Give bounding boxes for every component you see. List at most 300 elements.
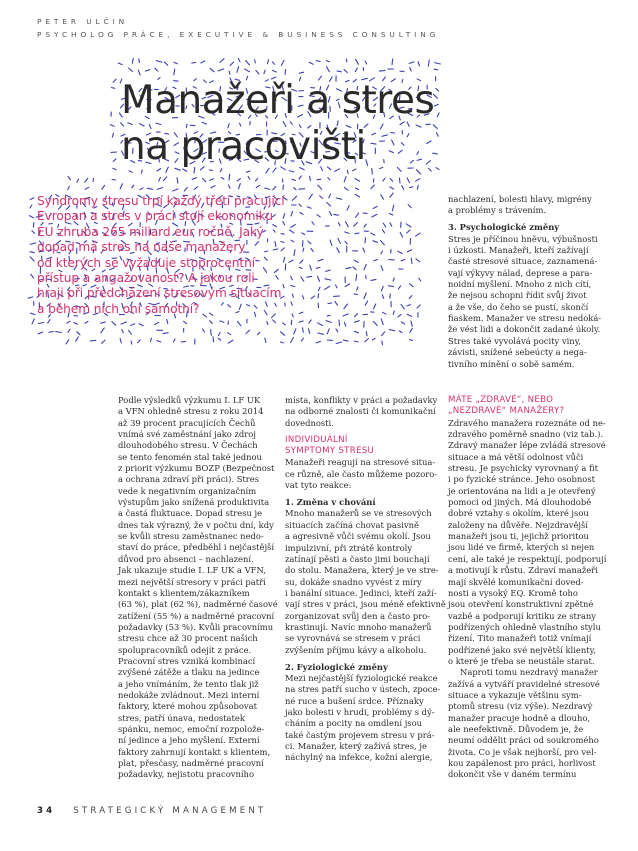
text-line: Pracovní stres vzniká kombinací [118,655,256,666]
text-line: INDIVIDUÁLNÍ [285,434,348,445]
pattern-dash [364,322,365,328]
pattern-dash [382,332,385,336]
pattern-dash [312,222,314,225]
pattern-dash [66,340,69,344]
pattern-dash [184,321,187,323]
pattern-dash [371,279,376,280]
lead-line: Evropan a stres v práci stojí ekonomiku [37,209,273,224]
text-line: Mezi nejčastější fyziologické reakce [285,672,438,683]
pattern-dash [437,133,439,137]
text-line: Manažeři reagují na stresové situa- [285,457,436,468]
pattern-dash [303,248,304,251]
pattern-dash [410,340,413,341]
pattern-dash [354,294,357,295]
pattern-dash [401,260,405,261]
pattern-dash [110,125,114,127]
pattern-dash [356,59,359,64]
text-line: nedokáže zvládnout. Mezi interní [118,689,260,700]
pattern-dash [122,330,124,333]
text-line: Jak ukazuje studie I. LF UK a VFN, [118,565,266,576]
text-line: mezi největší stresory v práci patří [118,576,266,587]
pattern-dash [372,338,375,340]
text-line: ptomů stresu (viz výše). Nezdravý [448,701,593,712]
pattern-dash [316,267,320,268]
pattern-dash [307,276,312,277]
section-name: STRATEGICKÝ MANAGEMENT [73,806,267,816]
pattern-dash [326,321,331,323]
pattern-dash [67,321,70,323]
lead-line: hraji při předcházení stresovým situacím [37,286,282,301]
pattern-dash [38,332,43,334]
text-line: vazbě a podporují kritiku ze strany [448,610,597,621]
pattern-dash [303,296,304,299]
text-line: požadavky (53 %). Kvůli pracovnímu [118,621,274,632]
pattern-dash [354,331,358,333]
pattern-dash [85,321,88,323]
text-line: plat, přesčasy, nadměrné pracovní [118,758,264,768]
text-line: cháním a pocity na omdlení jsou [285,718,423,729]
pattern-dash [390,179,392,182]
pattern-dash [383,223,385,227]
text-line: zvýšené zátěže a tlaku na jedince [118,667,260,678]
text-line: podřízených ohledně vlastního stylu [448,621,601,632]
pattern-dash [102,340,106,343]
pattern-dash [138,340,141,343]
pattern-dash [141,170,142,173]
pattern-dash [399,178,400,183]
pattern-dash [132,58,133,63]
pattern-dash [416,259,420,262]
pattern-dash [30,252,34,253]
text-line: náchylný na infekce, kožní alergie, [285,752,433,763]
pattern-dash [48,320,50,323]
text-line: „NEZDRAVÉ“ MANAŽERY? [448,406,565,417]
pattern-dash [291,302,292,305]
pattern-dash [371,185,375,189]
pattern-dash [347,206,349,211]
pattern-dash [192,62,196,63]
text-line: ce různě, ale často můžeme pozoro- [285,468,438,479]
text-line: zvýšením příjmu kávy a alkoholu. [285,644,427,655]
pattern-dash [334,214,339,215]
lead-line: od kterých se vyžaduje stoprocentní [37,255,255,270]
physiological-changes-text [285,672,441,764]
pattern-dash [335,301,338,305]
page-footer [37,806,266,816]
pattern-dash [184,188,187,192]
pattern-dash [410,68,412,72]
pattern-dash [318,294,319,298]
pattern-dash [138,70,140,75]
pattern-dash [246,171,250,172]
pattern-dash [211,186,215,188]
text-line: tivního mínění o sobě samém. [448,358,575,369]
pattern-dash [113,79,116,82]
pattern-dash [339,320,340,326]
pattern-dash [327,315,330,316]
pattern-dash [344,177,346,182]
pattern-dash [291,286,295,287]
text-line: dnes tak výrazný, že v počtu dní, kdy [118,519,274,530]
pattern-dash [294,188,297,190]
pattern-dash [102,186,105,190]
pattern-dash [267,60,268,64]
pattern-dash [416,179,420,182]
pattern-dash [337,71,341,72]
pattern-dash [343,340,348,341]
pattern-dash [213,337,214,342]
pattern-dash [291,211,292,216]
pattern-dash [194,187,198,190]
text-line: a motivují k růstu. Zdraví manažeři [448,565,598,576]
text-line: né ruce a bušení srdce. Příznaky [285,695,424,706]
pattern-dash [68,186,70,189]
text-line: vnímá své zaměstnání jako zdroj [118,429,256,440]
pattern-dash [129,68,133,72]
pattern-dash [32,231,35,234]
pattern-dash [374,260,377,261]
pattern-dash [326,61,329,62]
pattern-dash [210,68,214,71]
pattern-dash [273,62,275,64]
pattern-dash [245,69,250,72]
text-line: dokončit vše v daném termínu [448,769,577,780]
pattern-dash [265,188,270,189]
pattern-dash [289,171,294,172]
text-line: že nejsou schopni řídit svůj život [448,290,587,301]
pattern-dash [139,59,140,63]
behavior-change-text [285,508,446,655]
pattern-dash [379,70,385,71]
text-line: také častým projevem stresu v prá- [285,729,435,740]
text-line: založeny na důvěře. Nejzdravější [448,519,588,530]
pattern-dash [381,195,384,200]
pattern-dash [381,319,383,325]
pattern-dash [273,320,276,323]
pattern-dash [381,286,383,291]
text-line: z priorit výzkumu BOZP (Bezpečnost [118,463,275,474]
text-line: stresu chce až 30 procent našich [118,633,258,644]
text-line: nachlazení, bolesti hlavy, migrény [448,194,592,204]
pattern-dash [280,332,284,336]
text-line: spánku, nemoc, emoční rozpolože- [118,723,265,734]
pattern-dash [281,342,284,343]
text-line: Stres je příčinou hněvu, výbušnosti [448,233,598,244]
pattern-dash [330,212,332,216]
pattern-dash [32,319,34,324]
text-line: pomoci od jiných. Má dlouhodobě [448,497,592,508]
pattern-dash [356,213,359,218]
pattern-dash [258,332,260,335]
pattern-dash [283,185,284,190]
pattern-dash [30,257,34,261]
pattern-dash [30,313,35,314]
pattern-dash [281,60,284,65]
pattern-dash [383,178,385,181]
pattern-dash [90,340,95,341]
pattern-dash [436,168,439,170]
pattern-dash [300,213,303,215]
pattern-dash [346,268,351,269]
pattern-dash [336,329,338,332]
pattern-dash [355,194,360,197]
pattern-dash [338,238,340,243]
pattern-dash [330,240,332,245]
healthy-managers-text [448,417,607,781]
text-line: důvod pro absenci – nachlazení. [118,553,254,564]
pattern-dash [299,189,305,190]
pattern-dash [157,188,162,190]
pattern-dash [210,321,213,324]
pattern-dash [211,330,212,336]
pattern-dash [408,205,411,208]
pattern-dash [393,278,394,281]
pattern-dash [365,238,366,243]
pattern-dash [303,328,304,333]
pattern-dash [336,342,342,344]
text-line: i úzkosti. Manažeři, kteří zažívají [448,245,589,256]
pattern-dash [320,196,323,199]
text-line: časté stresové situace, zaznamená- [448,256,598,267]
text-line: staví do práce, předběhl i nejčastější [118,542,275,553]
pattern-dash [112,133,113,137]
article-column-2 [285,395,446,764]
text-line: Mnoho manažerů se ve stresových [285,508,432,519]
pattern-dash [417,305,420,308]
article-column-3-bottom [448,395,607,781]
pattern-dash [292,179,296,180]
pattern-dash [406,224,411,227]
pattern-dash [318,276,320,281]
pattern-dash [355,68,357,72]
pattern-dash [373,241,378,243]
text-line: a VFN ohledně stresu z roku 2014 [118,406,264,417]
pattern-dash [101,328,104,333]
pattern-dash [267,322,268,325]
text-line: mají skvělé komunikační doved- [448,576,584,587]
pattern-dash [402,186,404,190]
pattern-dash [344,323,345,327]
pattern-dash [238,322,241,326]
pattern-dash [401,304,404,309]
pattern-dash [265,338,266,342]
text-line: krastinují. Navíc mnoho manažerů [285,621,432,632]
pattern-dash [68,177,70,180]
pattern-dash [372,214,377,217]
text-line: spolupracovníků odejít z práce. [118,644,252,655]
pattern-dash [337,248,340,253]
text-line: místa, konflikty v práci a požadavky [285,395,438,405]
pattern-dash [294,329,296,334]
pattern-dash [318,333,324,334]
pattern-dash [299,321,303,322]
text-line: Stres také vyvolává pocity viny, [448,335,581,346]
text-line: Zdravého manažera rozeznáte od ne- [448,417,606,428]
pattern-dash [373,304,375,309]
pattern-dash [203,178,206,182]
pattern-dash [364,293,366,299]
pattern-dash [392,59,393,65]
pattern-dash [159,178,161,182]
section-heading-symptoms [285,435,437,458]
pattern-dash [407,178,409,183]
pattern-dash [129,330,132,334]
pattern-dash [155,68,158,71]
pattern-dash [390,223,392,226]
pattern-dash [309,62,313,64]
pattern-dash [434,69,438,70]
pattern-dash [355,321,360,323]
text-line: i banální situace. Jedinci, kteří zaží- [285,587,437,598]
lead-line: a během nich oni samotní? [37,301,200,316]
pattern-dash [355,188,358,190]
pattern-dash [371,233,375,235]
text-line: dobré vztahy s okolím, které jsou [448,508,589,519]
pattern-dash [292,314,293,317]
pattern-dash [248,177,250,180]
pattern-dash [113,159,116,162]
pattern-dash [310,176,311,180]
pattern-dash [355,179,360,182]
pattern-dash [237,67,239,73]
pattern-dash [77,332,80,335]
article-lead [37,194,285,317]
pattern-dash [410,284,414,287]
text-line: vat tyto reakce: [285,480,352,491]
text-line: i po fyzické stránce. Jeho osobnost [448,474,595,485]
text-line: fiaskem. Manažer ve stresu nedoká- [448,313,602,324]
article-title [121,78,434,170]
pattern-dash [316,61,320,62]
pattern-dash [201,61,205,63]
pattern-dash [131,341,132,344]
pattern-dash [364,265,366,270]
pattern-dash [354,260,358,262]
text-line: řízení. Tito manažeři totiž vnímají [448,633,592,644]
text-line: se kvůli stresu zaměstnanec nedo- [118,531,264,542]
pattern-dash [177,178,178,183]
pattern-dash [355,314,358,317]
text-line: Podle výsledků výzkumu I. LF UK [118,395,261,405]
pattern-dash [357,287,358,290]
pattern-dash [437,113,439,117]
pattern-dash [318,287,320,291]
text-line: až 39 procent pracujících Čechů [118,417,256,428]
pattern-dash [381,266,383,271]
text-line: Zdravý manažer lépe zvládá stresové [448,440,606,451]
pattern-dash [416,170,420,174]
pattern-dash [220,59,224,63]
pattern-dash [112,322,116,326]
text-line: nosti a vysoký EQ. Kromě toho [448,587,578,598]
pattern-dash [382,341,383,345]
title-line: Manažeři a stres [121,78,435,123]
pattern-dash [291,225,296,228]
pattern-dash [301,277,304,281]
text-line: kontakt s klientem/zákazníkem [118,587,250,598]
pattern-dash [307,207,311,209]
text-line: manažer pracuje hodně a dlouho, [448,712,591,723]
pattern-dash [228,185,230,188]
author-profession: PSYCHOLOG PRÁCE, EXECUTIVE & BUSINESS CONSULTING [37,30,440,39]
pattern-dash [309,329,310,334]
lead-line: EU zhruba 265 miliard eur ročně. Jaký [37,224,264,239]
text-line: jsou lidé ve firmě, kterých si nejen [448,542,595,553]
text-line: MÁTE „ZDRAVÉ“, NEBO [448,395,554,405]
pattern-dash [389,214,393,216]
pattern-dash [363,248,365,252]
text-line: stres, patří únava, nedostatek [118,712,245,723]
lead-line: přístup a angažovanost? A jakou roli [37,271,255,286]
author-name: PETER ULČIN [37,17,129,26]
pattern-dash [407,250,411,252]
pattern-dash [345,232,349,234]
pattern-dash [299,267,302,268]
article-column-1 [118,395,278,781]
pattern-dash [237,179,240,181]
pattern-dash [256,185,260,187]
pattern-dash [428,60,429,66]
text-line: je orientována na lidi a je otevřený [448,485,596,496]
pattern-dash [309,194,312,199]
subheading-behavior-change: 1. Změna v chování [285,497,376,508]
pattern-dash [318,259,323,261]
pattern-dash [388,286,393,287]
pattern-dash [38,323,43,324]
subheading-psychological-changes: 3. Psychologické změny [448,222,560,233]
pattern-dash [218,338,220,340]
pattern-dash [309,320,312,323]
pattern-dash [238,59,240,62]
pattern-dash [74,323,78,325]
text-line: SYMPTOMY STRESU [285,446,375,457]
pattern-dash [292,294,293,297]
pattern-dash [220,321,224,323]
text-line: impulzivní, při ztrátě kontroly [285,542,413,553]
pattern-dash [409,187,413,188]
text-line: su, dokáže snadno vyvést z míry [285,576,422,587]
pattern-dash [398,251,402,253]
text-line: noidní myšlení. Mnoho z nich cítí, [448,279,592,290]
pattern-dash [398,314,401,317]
pattern-dash [77,179,79,182]
pattern-dash [382,230,384,233]
pattern-dash [181,341,186,342]
text-line: zorganizovat svůj den a často pro- [285,610,431,621]
pattern-dash [228,321,229,324]
pattern-dash [174,339,175,342]
pattern-dash [399,331,402,333]
pattern-dash [434,104,438,106]
text-line: že vést lidi a dokončit zadané úkoly. [448,324,601,335]
pattern-dash [436,88,439,91]
pattern-dash [255,60,256,63]
subheading-physiological-changes: 2. Fyziologické změny [285,661,388,672]
pattern-dash [228,333,231,335]
pattern-dash [131,324,135,326]
pattern-dash [246,61,250,65]
text-line: situace a má větší odolnost vůči [448,451,584,462]
pattern-dash [418,62,419,66]
text-line: požadavky, nejistotu pracovního [118,769,254,780]
text-line: a problémy s trávením. [448,205,547,216]
text-line: ale neefektivně. Důvodem je, že [448,723,584,734]
pattern-dash [121,322,126,324]
pattern-dash [401,322,404,324]
pattern-dash [264,70,265,74]
pattern-dash [156,61,162,62]
pattern-dash [155,322,159,324]
